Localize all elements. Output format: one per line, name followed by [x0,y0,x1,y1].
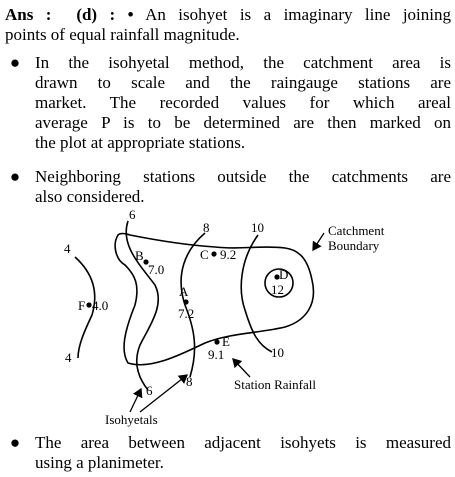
isohyet-label-4-top: 4 [64,241,71,256]
station-c-dot [211,251,216,256]
intro-text: An isohyet is a imaginary line joining [145,5,452,24]
catchment-arrow [313,233,324,250]
isohyetals-label: Isohyetals [105,412,158,427]
bullet3-line: using a planimeter. [35,453,164,472]
bullet1-line: market. The recorded values for which areal [35,93,451,112]
isohyet-label-4-bottom: 4 [65,350,72,365]
answer-intro [5,5,451,45]
isohyet-label-6-bottom: 6 [146,383,153,398]
bullet-dot: ● [9,53,21,72]
station-c-value: 9.2 [220,247,237,262]
option-label: (d) : [76,5,116,24]
bullet1-line: the plot at appropriate stations. [35,133,246,152]
station-e-dot [214,339,219,344]
bullet-dot: ● [9,433,21,452]
intro-line-2: points of equal rainfall magnitude. [5,25,240,44]
answer-label: Ans : [5,5,52,24]
isohyet-10-line [241,235,272,352]
bullet2-line: Neighboring stations outside the catchments are [35,167,451,186]
station-e-name: E [222,334,230,349]
intro-bullet: • [127,5,134,24]
catchment-label-line2: Boundary [328,238,380,253]
isohyet-label-6-top: 6 [129,207,136,222]
isohyet-label-10-top: 10 [251,220,264,235]
isohyet-label-8-bottom: 8 [186,374,193,389]
catchment-label-line1: Catchment [328,223,385,238]
isohyetal-diagram [0,205,455,430]
station-a-value: 7.2 [178,306,195,321]
station-d-value: 12 [271,282,284,297]
isohyet-label-8-top: 8 [203,220,210,235]
intro-line-1 [5,5,451,25]
station-a-name: A [179,284,189,299]
station-f-name: F [78,298,86,313]
station-d-name: D [279,267,289,282]
bullet2-line: also considered. [35,187,145,206]
bullet3-line: The area between adjacent isohyets is measured [35,433,451,452]
bullet1-line: average P is to be determined are then marked on [35,113,451,132]
isohyetals-arrow-1 [130,389,141,412]
station-rainfall-label: Station Rainfall [234,377,316,392]
station-f-dot [86,302,91,307]
bullet1-line: drawn to scale and the raingauge stations are [35,73,451,92]
station-a-dot [183,299,188,304]
station-c-name: C [200,247,209,262]
station-b-name: B [135,248,144,263]
station-b-value: 7.0 [148,262,165,277]
station-rainfall-arrow [233,359,250,377]
station-e-value: 9.1 [208,347,225,362]
bullet1-line: In the isohyetal method, the catchment area is [35,53,451,72]
station-f-value: 4.0 [92,298,109,313]
isohyet-label-10-bottom: 10 [271,345,284,360]
bullet-dot: ● [9,167,21,186]
